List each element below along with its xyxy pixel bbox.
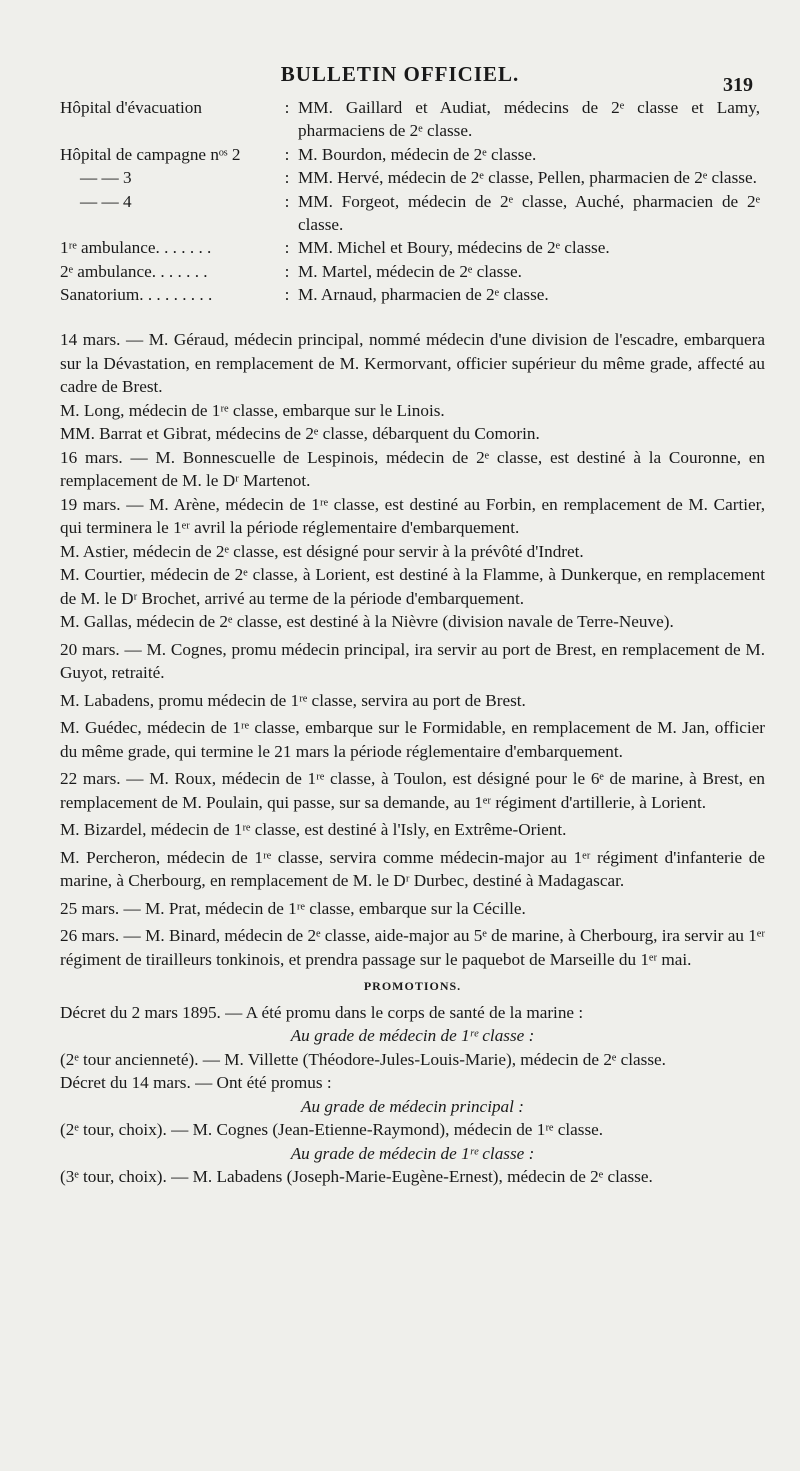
- staff-colon: :: [284, 285, 290, 305]
- staff-names: M. Martel, médecin de 2ᵉ classe.: [298, 261, 522, 281]
- paragraph: M. Astier, médecin de 2ᵉ classe, est désigné pour servir à la prévôté d'Indret.: [60, 541, 584, 561]
- body-text: [60, 328, 765, 1189]
- paragraph: 14 mars. — M. Géraud, médecin principal, nommé médecin d'une division de l'escadre, embarquera sur la Dévastation, en remplacement de M. Kermorvant, officier supérieur du même grade, affecté au cadre de Brest.: [60, 330, 765, 396]
- page-header-title: BULLETIN OFFICIEL.: [280, 62, 520, 86]
- staff-place: Hôpital de campagne nᵒˢ 2: [60, 144, 241, 164]
- paragraph: M. Gallas, médecin de 2ᵉ classe, est destiné à la Nièvre (division navale de Terre-Neuve).: [60, 612, 674, 631]
- paragraph: M. Labadens, promu médecin de 1ʳᵉ classe, servira au port de Brest.: [60, 690, 526, 710]
- grade-heading: Au grade de médecin de 1ʳᵉ classe :: [290, 1143, 535, 1163]
- staff-names: M. Arnaud, pharmacien de 2ᵉ classe.: [298, 285, 549, 305]
- decree-line: Décret du 2 mars 1895. — A été promu dans le corps de santé de la marine :: [60, 1002, 584, 1022]
- staff-row: [60, 190, 760, 237]
- staff-row: [60, 283, 760, 306]
- staff-colon: :: [284, 168, 290, 188]
- grade-heading: Au grade de médecin de 1ʳᵉ classe :: [290, 1026, 535, 1045]
- staff-place: — — 3: [80, 168, 132, 188]
- paragraph: 16 mars. — M. Bonnescuelle de Lespinois, médecin de 2ᵉ classe, est destiné à la Couronne, en remplacement de M. le Dʳ Martenot.: [60, 447, 765, 490]
- staff-names: MM. Michel et Boury, médecins de 2ᵉ classe.: [298, 238, 610, 258]
- staff-place: 2ᵉ ambulance. . . . . . .: [60, 261, 208, 281]
- promotion-entry: (2ᵉ tour ancienneté). — M. Villette (Théodore-Jules-Louis-Marie), médecin de 2ᵉ classe.: [60, 1049, 666, 1069]
- section-heading: PROMOTIONS.: [363, 979, 462, 993]
- paragraph: MM. Barrat et Gibrat, médecins de 2ᵉ classe, débarquent du Comorin.: [60, 424, 540, 443]
- staff-colon: :: [284, 261, 290, 281]
- paragraph: M. Long, médecin de 1ʳᵉ classe, embarque sur le Linois.: [60, 400, 445, 420]
- staff-place: Hôpital d'évacuation: [60, 98, 202, 117]
- staff-list: [60, 96, 760, 307]
- staff-colon: :: [284, 238, 290, 258]
- paragraph: 20 mars. — M. Cognes, promu médecin principal, ira servir au port de Brest, en remplacement de M. Guyot, retraité.: [60, 639, 765, 682]
- staff-row: [60, 143, 760, 166]
- staff-colon: :: [284, 98, 290, 117]
- paragraph: 19 mars. — M. Arène, médecin de 1ʳᵉ classe, est destiné au Forbin, en remplacement de M. Cartier, qui terminera le 1ᵉʳ avril la période réglementaire d'embarquement.: [60, 494, 765, 537]
- staff-place: Sanatorium. . . . . . . . .: [60, 285, 213, 305]
- staff-place: 1ʳᵉ ambulance. . . . . . .: [60, 238, 212, 258]
- staff-place: — — 4: [80, 191, 132, 211]
- staff-names: MM. Forgeot, médecin de 2ᵉ classe, Auché, pharmacien de 2ᵉ classe.: [298, 191, 760, 235]
- paragraph: M. Guédec, médecin de 1ʳᵉ classe, embarque sur le Formidable, en remplacement de M. Jan, officier du même grade, qui termine le 21 mars la période réglementaire d'embarquement.: [60, 718, 765, 761]
- staff-colon: :: [284, 191, 290, 211]
- paragraph: 26 mars. — M. Binard, médecin de 2ᵉ classe, aide-major au 5ᵉ de marine, à Cherbourg, ira servir au 1ᵉʳ régiment de tirailleurs tonkinois, et prendra passage sur le paquebot de Marseille du 1ᵉʳ mai.: [60, 926, 765, 969]
- page-number: 319: [723, 74, 753, 96]
- staff-names: MM. Hervé, médecin de 2ᵉ classe, Pellen, pharmacien de 2ᵉ classe.: [298, 168, 757, 188]
- decree-line: Décret du 14 mars. — Ont été promus :: [60, 1073, 332, 1092]
- paragraph: 22 mars. — M. Roux, médecin de 1ʳᵉ classe, à Toulon, est désigné pour le 6ᵉ de marine, à Brest, en remplacement de M. Poulain, qui passe, sur sa demande, au 1ᵉʳ régiment d'artillerie, à Lorient.: [60, 769, 765, 812]
- staff-row: [60, 236, 760, 259]
- staff-names: M. Bourdon, médecin de 2ᵉ classe.: [298, 144, 537, 164]
- paragraph: M. Bizardel, médecin de 1ʳᵉ classe, est destiné à l'Isly, en Extrême-Orient.: [60, 820, 567, 839]
- staff-colon: :: [284, 144, 290, 164]
- grade-heading: Au grade de médecin principal :: [301, 1096, 524, 1116]
- promotion-entry: (2ᵉ tour, choix). — M. Cognes (Jean-Etienne-Raymond), médecin de 1ʳᵉ classe.: [60, 1120, 604, 1139]
- paragraph: M. Courtier, médecin de 2ᵉ classe, à Lorient, est destiné à la Flamme, à Dunkerque, en remplacement de M. le Dʳ Brochet, arrivé au terme de la période d'embarquement.: [60, 565, 765, 608]
- staff-row: [60, 260, 760, 283]
- paragraph: 25 mars. — M. Prat, médecin de 1ʳᵉ classe, embarque sur la Cécille.: [60, 898, 526, 918]
- paragraph: M. Percheron, médecin de 1ʳᵉ classe, servira comme médecin-major au 1ᵉʳ régiment d'infanterie de marine, à Cherbourg, en remplacement de M. le Dʳ Durbec, destiné à Madagascar.: [60, 847, 765, 890]
- staff-row: [60, 96, 760, 143]
- staff-row: [60, 166, 760, 189]
- promotion-entry: (3ᵉ tour, choix). — M. Labadens (Joseph-Marie-Eugène-Ernest), médecin de 2ᵉ classe.: [60, 1167, 653, 1186]
- staff-names: MM. Gaillard et Audiat, médecins de 2ᵉ classe et Lamy, pharmaciens de 2ᵉ classe.: [298, 98, 760, 141]
